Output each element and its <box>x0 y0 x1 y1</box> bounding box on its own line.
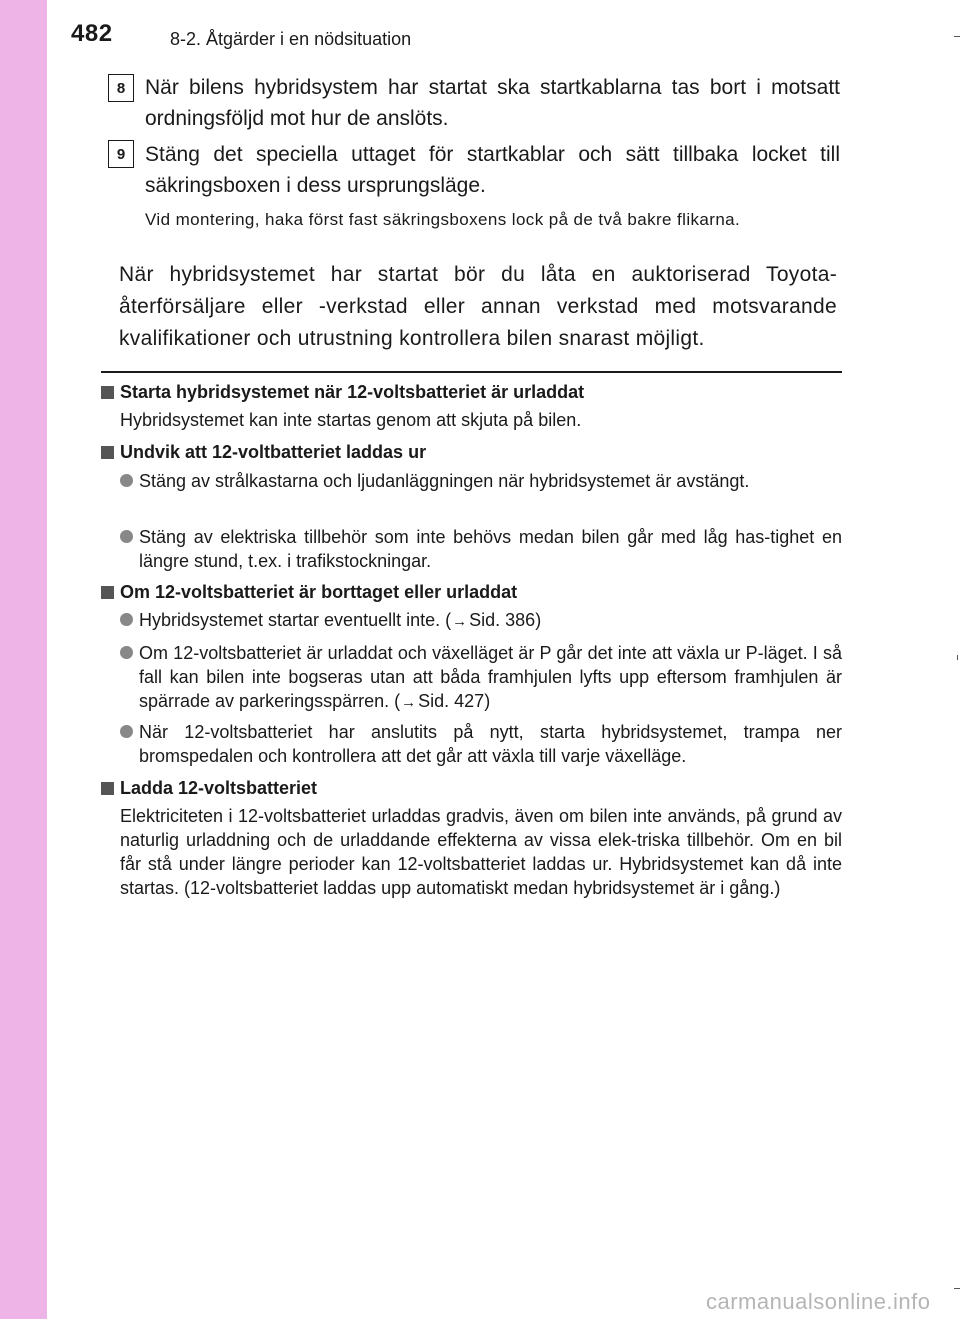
bullet-text: Stäng av strålkastarna och ljudanläggningen när hybridsystemet är avstängt. <box>139 471 750 491</box>
page-number: 482 <box>71 20 113 47</box>
section-text: Elektriciteten i 12-voltsbatteriet urladdas gradvis, även om bilen inte används, på grund av naturlig urladdning och de urladdande effekterna av vissa elek-triska tillbehör. Om en bil får stå under längre perioder kan 12-voltsbatteriet laddas ur. Hybridsystemet kan då inte startas. (12-voltsbatteriet laddas upp automatiskt medan hybridsystemet är i gång.) <box>120 806 842 898</box>
section-title: 8-2. Åtgärder i en nödsituation <box>170 29 412 49</box>
advice-paragraph: När hybridsystemet har startat bör du låta en auktoriserad Toyota-återförsäljare eller -verkstad eller annan verkstad med motsvarande kvalifikationer och utrustning kontrollera bilen snarast möjligt. <box>119 263 837 350</box>
bullet-dot-icon <box>120 613 133 626</box>
page-reference-link[interactable]: Sid. 427 <box>418 691 485 711</box>
square-bullet-icon <box>101 782 114 795</box>
watermark-logo: carmanualsonline.info <box>706 1289 931 1314</box>
bullet-dot-icon <box>120 725 133 738</box>
square-bullet-icon <box>101 446 114 459</box>
bullet-dot-icon <box>120 646 133 659</box>
step-number-badge: 8 <box>108 74 134 102</box>
arrow-right-icon: → <box>401 694 417 711</box>
bullet-text: När 12-voltsbatteriet har anslutits på nytt, starta hybridsystemet, trampa ner bromspedalen och kontrollera att det går att växla till varje växelläge. <box>139 722 842 766</box>
bullet-dot-icon <box>120 474 133 487</box>
bullet-dot-icon <box>120 530 133 543</box>
step-text: När bilens hybridsystem har startat ska startkablarna tas bort i motsatt ordningsföljd mot hur de anslöts. <box>145 76 840 130</box>
crop-mark <box>954 1288 960 1289</box>
crop-mark <box>957 655 958 660</box>
section-text: Hybridsystemet kan inte startas genom att skjuta på bilen. <box>120 410 582 430</box>
section-divider <box>101 371 842 373</box>
page-sidebar-tab <box>0 0 47 1319</box>
section-heading: Ladda 12-voltsbatteriet <box>101 776 317 800</box>
crop-mark <box>954 36 960 37</box>
square-bullet-icon <box>101 586 114 599</box>
bullet-text: Stäng av elektriska tillbehör som inte behövs medan bilen går med låg has-tighet en längre stund, t.ex. i trafikstockningar. <box>139 527 842 571</box>
step-number-badge: 9 <box>108 140 134 168</box>
section-heading: Om 12-voltsbatteriet är borttaget eller urladdat <box>101 580 517 604</box>
page-header <box>47 0 960 62</box>
section-heading: Undvik att 12-voltbatteriet laddas ur <box>101 440 426 464</box>
step-text: Stäng det speciella uttaget för startkablar och sätt tillbaka locket till säkringsboxen i dess ursprungsläge. <box>145 143 840 197</box>
page-reference-link[interactable]: Sid. 386 <box>469 610 536 630</box>
bullet-text: Hybridsystemet startar eventuellt inte. (→ Sid. 386) <box>139 610 542 630</box>
arrow-right-icon: → <box>452 613 468 630</box>
step-note: Vid montering, haka först fast säkringsboxens lock på de två bakre flikarna. <box>145 210 741 229</box>
section-heading: Starta hybridsystemet när 12-voltsbatteriet är urladdat <box>101 380 584 404</box>
square-bullet-icon <box>101 386 114 399</box>
bullet-text: Om 12-voltsbatteriet är urladdat och växelläget är P går det inte att växla ur P-läget. I så fall kan bilen inte bogseras utan att båda framhjulen lyfts upp eftersom framhjulen är spärrade av parkeringsspärren. (→ Sid. 427) <box>139 643 842 711</box>
